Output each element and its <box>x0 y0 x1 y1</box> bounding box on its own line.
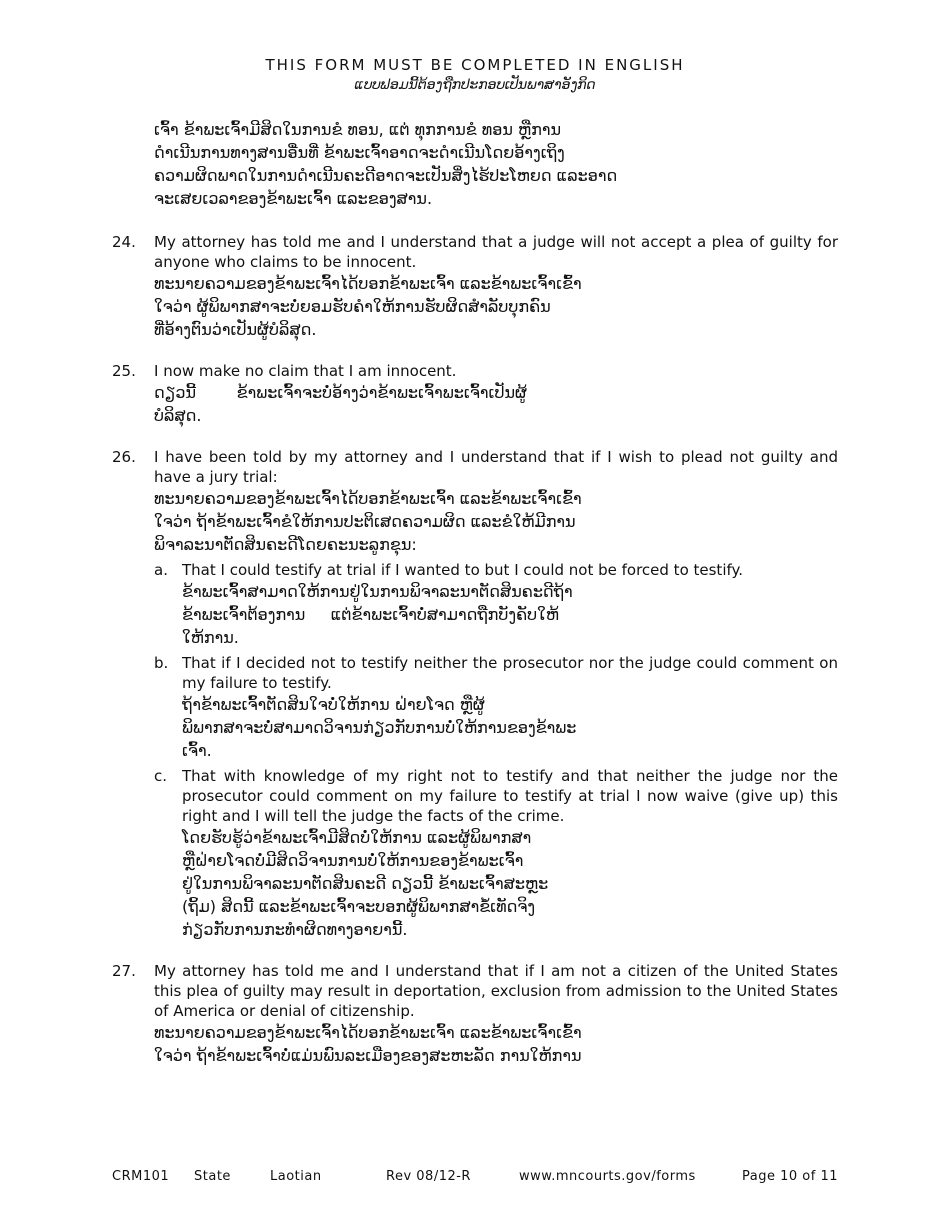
footer-jurisdiction: State <box>194 1169 231 1184</box>
item-lao-text: ທະນາຍຄວາມຂອງຂ້າພະເຈົ້າໄດ້ບອກຂ້າພະເຈົ້າ ແລະຂ້າພະເຈົ້າເຂົ້າ ໃຈວ່າ ຖ້າຂ້າພະເຈົ້າບໍ່ແມ່ນພົນລະເມືອງຂອງສະຫະລັດ ການໃຫ້ການ <box>154 1023 582 1065</box>
subitem-b <box>154 653 838 762</box>
subitem-lao-text: ໂດຍຮັບຮູ້ວ່າຂ້າພະເຈົ້າມີສິດບໍ່ໃຫ້ການ ແລະຜູ້ພິພາກສາ ຫຼືຝ່າຍໂຈດບໍ່ມີສິດວິຈານການບໍ່ໃຫ້ການຂອງຂ້າພະເຈົ້າ ຢູ່ໃນການພິຈາລະນາຕັດສິນຄະດີ ດຽວນີ້ ຂ້າພະເຈົ້າສະຫຼະ (ຖິ້ມ) ສິດນີ້ ແລະຂ້າພະເຈົ້າຈະບອກຜູ້ພິພາກສາຂໍ້ເທັດຈິງ ກ່ຽວກັບການກະທຳຜິດທາງອາຍານີ້. <box>182 828 549 939</box>
subitem-english-text: That I could testify at trial if I wanted to but I could not be forced to testify. <box>182 561 744 579</box>
header-title-english: THIS FORM MUST BE COMPLETED IN ENGLISH <box>265 56 685 74</box>
item-lao-text: ທະນາຍຄວາມຂອງຂ້າພະເຈົ້າໄດ້ບອກຂ້າພະເຈົ້າ ແລະຂ້າພະເຈົ້າເຂົ້າ ໃຈວ່າ ຜູ້ພິພາກສາຈະບໍ່ຍອມຮັບຄຳໃຫ້ການຮັບຜິດສຳລັບບຸກຄົນ ທີ່ອ້າງຕົນວ່າເປັນຜູ້ບໍລິສຸດ. <box>154 274 582 339</box>
intro-lao-paragraph: ເຈົ້າ ຂ້າພະເຈົ້າມີສິດໃນການຂໍ ທອນ, ແຕ່ ທຸກການຂໍ ທອນ ຫຼືການ ດຳເນີນການທາງສານອື່ນທີ່ ຂ້າພະເຈົ້າອາດຈະດຳເນີນໂດຍອ້າງເຖິງ ຄວາມຜິດພາດໃນການດຳເນີນຄະດີອາດຈະເປັນສິ່ງໄຮ້ປະໂຫຍດ ແລະອາດ ຈະເສຍເວລາຂອງຂ້າພະເຈົ້າ ແລະຂອງສານ. <box>154 120 618 208</box>
item-25 <box>112 361 838 427</box>
item-24 <box>112 232 838 341</box>
subitem-letter: b. <box>154 654 169 672</box>
item-english-text: I have been told by my attorney and I understand that if I wish to plead not guilty and have a jury trial: <box>154 448 838 486</box>
footer-url[interactable]: www.mncourts.gov/forms <box>519 1169 696 1184</box>
subitem-english-text: That with knowledge of my right not to testify and that neither the judge nor the prosecutor could comment on my failure to testify at trial I now waive (give up) this right and I will tell the judge the facts of the crime. <box>182 767 838 825</box>
item-number: 27. <box>112 962 136 980</box>
item-english-text: My attorney has told me and I understand that a judge will not accept a plea of guilty for anyone who claims to be innocent. <box>154 233 838 271</box>
item-number: 24. <box>112 233 136 251</box>
page-body <box>112 118 838 1087</box>
subitem-a <box>154 560 838 649</box>
footer-form-id: CRM101 <box>112 1169 170 1184</box>
footer-language: Laotian <box>270 1169 322 1184</box>
item-english-text: I now make no claim that I am innocent. <box>154 362 457 380</box>
form-header <box>0 55 950 95</box>
subitem-lao-text: ຖ້າຂ້າພະເຈົ້າຕັດສິນໃຈບໍ່ໃຫ້ການ ຝ່າຍໂຈດ ຫຼືຜູ້ ພິພາກສາຈະບໍ່ສາມາດວິຈານກ່ຽວກັບການບໍ່ໃຫ້ການຂອງຂ້າພະ ເຈົ້າ. <box>182 695 577 760</box>
subitem-c <box>154 766 838 941</box>
item-lao-text: ດຽວນີ້ ຂ້າພະເຈົ້າຈະບໍ່ອ້າງວ່າຂ້າພະເຈົ້າພະເຈົ້າເປັນຜູ້ ບໍລິສຸດ. <box>154 383 527 425</box>
item-number: 25. <box>112 362 136 380</box>
subitem-lao-text: ຂ້າພະເຈົ້າສາມາດໃຫ້ການຢູ່ໃນການພິຈາລະນາຕັດສິນຄະດີຖ້າ ຂ້າພະເຈົ້າຕ້ອງການ ແຕ່ຂ້າພະເຈົ້າບໍ່ສາມາດຖືກບັງຄັບໃຫ້ ໃຫ້ການ. <box>182 582 573 647</box>
item-26 <box>112 447 838 941</box>
item-number: 26. <box>112 448 136 466</box>
subitem-letter: a. <box>154 561 168 579</box>
item-lao-text: ທະນາຍຄວາມຂອງຂ້າພະເຈົ້າໄດ້ບອກຂ້າພະເຈົ້າ ແລະຂ້າພະເຈົ້າເຂົ້າ ໃຈວ່າ ຖ້າຂ້າພະເຈົ້າຂໍໃຫ້ການປະຕິເສດຄວາມຜິດ ແລະຂໍໃຫ້ມີການ ພິຈາລະນາຕັດສິນຄະດີໂດຍຄະນະລູກຂຸນ: <box>154 489 582 554</box>
subitem-english-text: That if I decided not to testify neither the prosecutor nor the judge could comment on my failure to testify. <box>182 654 838 692</box>
subitem-letter: c. <box>154 767 168 785</box>
item-english-text: My attorney has told me and I understand that if I am not a citizen of the United States this plea of guilty may result in deportation, exclusion from admission to the United States of America or denial of citizenship. <box>154 962 838 1020</box>
footer-page-number: Page 10 of 11 <box>742 1169 838 1184</box>
item-27 <box>112 961 838 1067</box>
footer-revision: Rev 08/12-R <box>386 1169 471 1184</box>
header-title-lao: ແບບຟອມນີ້ຕ້ອງຖືກປະກອບເປັນພາສາອັງກິດ <box>354 77 596 93</box>
